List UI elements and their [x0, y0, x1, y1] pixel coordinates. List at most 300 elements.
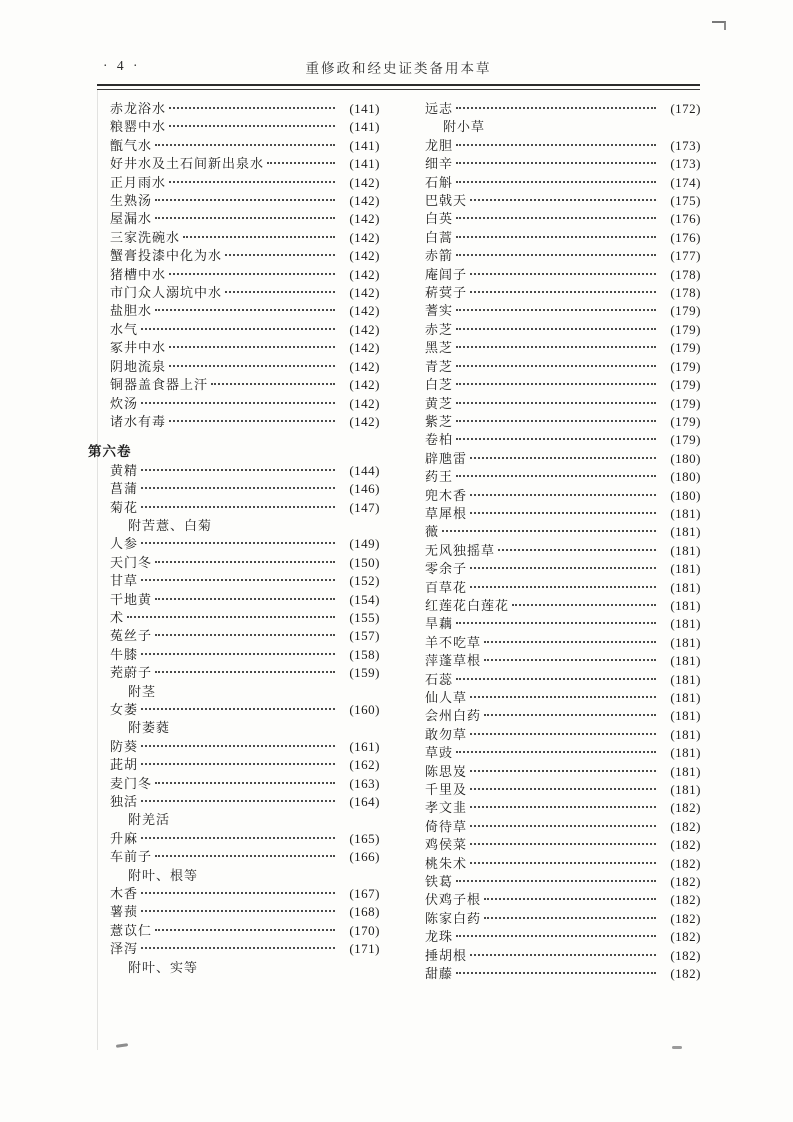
toc-entry [88, 756, 380, 774]
entry-page-number: (142) [349, 266, 380, 282]
entry-title: 木香 [110, 886, 139, 902]
entry-title: 草犀根 [425, 505, 468, 521]
toc-entry [413, 652, 701, 670]
toc-entry [413, 689, 701, 707]
entry-page-number: (182) [670, 874, 701, 890]
dot-leader [456, 420, 656, 422]
entry-page-number: (162) [349, 757, 380, 773]
dot-leader [442, 530, 656, 532]
entry-title: 附叶、根等 [128, 867, 199, 883]
dot-leader [484, 641, 656, 643]
toc-entry [413, 910, 701, 928]
entry-title: 粮罂中水 [110, 119, 167, 135]
toc-entry [88, 922, 380, 940]
entry-page-number: (168) [349, 904, 380, 920]
toc-entry [88, 376, 380, 394]
toc-entry [88, 413, 380, 431]
toc-attachment-note [413, 118, 701, 136]
entry-title: 旱藕 [425, 616, 454, 632]
entry-title: 附萎蕤 [128, 720, 171, 736]
entry-title: 萍蓬草根 [425, 653, 482, 669]
dot-leader [470, 457, 656, 459]
toc-entry [88, 339, 380, 357]
toc-entry [413, 487, 701, 505]
dot-leader [169, 365, 335, 367]
dot-leader [484, 659, 656, 661]
toc-entry [413, 229, 701, 247]
entry-title: 三家洗碗水 [110, 229, 181, 245]
entry-page-number: (164) [349, 794, 380, 810]
entry-page-number: (182) [670, 929, 701, 945]
entry-title: 防葵 [110, 738, 139, 754]
toc-entry [88, 395, 380, 413]
entry-page-number: (181) [670, 782, 701, 798]
toc-entry [88, 480, 380, 498]
dot-leader [169, 346, 335, 348]
toc-entry [88, 118, 380, 136]
toc-entry [413, 836, 701, 854]
toc-entry [413, 192, 701, 210]
toc-entry [88, 229, 380, 247]
toc-entry [413, 891, 701, 909]
dot-leader [456, 678, 656, 680]
entry-page-number: (167) [349, 886, 380, 902]
entry-page-number: (180) [670, 450, 701, 466]
toc-entry [413, 615, 701, 633]
entry-title: 薏苡仁 [110, 922, 153, 938]
scan-mark-bottom-left [116, 1043, 128, 1048]
entry-page-number: (173) [670, 156, 701, 172]
entry-page-number: (141) [349, 137, 380, 153]
dot-leader [141, 910, 335, 912]
entry-title: 铁葛 [425, 874, 454, 890]
entry-page-number: (146) [349, 481, 380, 497]
toc-entry [413, 376, 701, 394]
toc-entry [413, 947, 701, 965]
scan-mark-bottom-right [672, 1046, 682, 1049]
entry-page-number: (181) [670, 653, 701, 669]
toc-entry [88, 940, 380, 958]
entry-title: 紫芝 [425, 413, 454, 429]
toc-entry [88, 664, 380, 682]
entry-page-number: (182) [670, 892, 701, 908]
entry-title: 升麻 [110, 830, 139, 846]
dot-leader [155, 309, 335, 311]
dot-leader [456, 751, 656, 753]
toc-entry [88, 247, 380, 265]
toc-entry [413, 505, 701, 523]
dot-leader [456, 217, 656, 219]
entry-page-number: (182) [670, 947, 701, 963]
toc-entry [413, 302, 701, 320]
dot-leader [155, 782, 335, 784]
entry-page-number: (181) [670, 726, 701, 742]
entry-page-number: (142) [349, 303, 380, 319]
dot-leader [456, 880, 656, 882]
page-number: · 4 · [103, 58, 141, 73]
entry-title: 伏鸡子根 [425, 892, 482, 908]
toc-entry [88, 535, 380, 553]
entry-page-number: (176) [670, 229, 701, 245]
entry-title: 独活 [110, 794, 139, 810]
dot-leader [155, 929, 335, 931]
entry-page-number: (181) [670, 542, 701, 558]
entry-page-number: (181) [670, 634, 701, 650]
dot-leader [456, 254, 656, 256]
toc-right-column [413, 100, 701, 984]
entry-title: 千里及 [425, 782, 468, 798]
toc-entry [88, 775, 380, 793]
entry-title: 羊不吃草 [425, 634, 482, 650]
entry-title: 无风独摇草 [425, 542, 496, 558]
toc-entry [413, 174, 701, 192]
entry-page-number: (174) [670, 174, 701, 190]
dot-leader [141, 402, 335, 404]
dot-leader [484, 917, 656, 919]
dot-leader [470, 586, 656, 588]
entry-page-number: (170) [349, 922, 380, 938]
entry-page-number: (142) [349, 340, 380, 356]
entry-title: 巴戟天 [425, 193, 468, 209]
volume-heading-text: 第六卷 [88, 444, 132, 460]
toc-entry [413, 799, 701, 817]
entry-title: 孝文韭 [425, 800, 468, 816]
entry-title: 鸡侯菜 [425, 837, 468, 853]
entry-page-number: (179) [670, 303, 701, 319]
toc-entry [413, 450, 701, 468]
dot-leader [470, 954, 656, 956]
entry-title: 黄精 [110, 462, 139, 478]
dot-leader [456, 438, 656, 440]
toc-entry [88, 137, 380, 155]
dot-leader [169, 273, 335, 275]
dot-leader [512, 604, 656, 606]
entry-title: 兜木香 [425, 487, 468, 503]
entry-title: 桃朱术 [425, 855, 468, 871]
toc-entry [88, 462, 380, 480]
entry-title: 诸水有毒 [110, 413, 167, 429]
dot-leader [470, 273, 656, 275]
toc-attachment-note [88, 517, 380, 535]
dot-leader [155, 561, 335, 563]
entry-title: 蓍实 [425, 303, 454, 319]
entry-title: 零余子 [425, 561, 468, 577]
entry-page-number: (144) [349, 462, 380, 478]
entry-title: 捶胡根 [425, 947, 468, 963]
entry-title: 仙人草 [425, 690, 468, 705]
entry-page-number: (157) [349, 628, 380, 644]
toc-entry [88, 646, 380, 664]
entry-page-number: (150) [349, 554, 380, 570]
entry-title: 茺蔚子 [110, 665, 153, 681]
dot-leader [470, 567, 656, 569]
dot-leader [470, 199, 656, 201]
dot-leader [470, 696, 656, 698]
dot-leader [456, 402, 656, 404]
entry-title: 好井水及土石间新出泉水 [110, 156, 265, 172]
dot-leader [470, 788, 656, 790]
entry-page-number: (182) [670, 910, 701, 926]
toc-entry [88, 284, 380, 302]
toc-entry [88, 591, 380, 609]
running-head [97, 57, 700, 79]
entry-page-number: (142) [349, 413, 380, 429]
toc-entry [88, 903, 380, 921]
dot-leader [456, 328, 656, 330]
toc-entry [413, 560, 701, 578]
entry-page-number: (178) [670, 285, 701, 301]
dot-leader [470, 512, 656, 514]
entry-title: 附茎 [128, 683, 157, 699]
toc-entry [413, 744, 701, 762]
toc-left-column [88, 100, 380, 977]
dot-leader [141, 708, 335, 710]
toc-entry [88, 830, 380, 848]
entry-page-number: (179) [670, 377, 701, 393]
entry-page-number: (160) [349, 702, 380, 717]
dot-leader [155, 217, 335, 219]
toc-entry [413, 634, 701, 652]
entry-page-number: (179) [670, 321, 701, 337]
entry-title: 赤箭 [425, 248, 454, 264]
toc-entry [88, 627, 380, 645]
entry-title: 甑气水 [110, 137, 153, 153]
entry-page-number: (172) [670, 101, 701, 116]
toc-entry [88, 885, 380, 903]
entry-page-number: (181) [670, 597, 701, 613]
toc-entry [413, 321, 701, 339]
entry-title: 泽泻 [110, 941, 139, 957]
dot-leader [141, 579, 335, 581]
toc-attachment-note [88, 683, 380, 701]
toc-entry [88, 266, 380, 284]
dot-leader [456, 309, 656, 311]
dot-leader [141, 947, 335, 949]
entry-title: 术 [110, 609, 125, 625]
entry-title: 倚待草 [425, 818, 468, 834]
toc-entry [413, 763, 701, 781]
entry-title: 附叶、实等 [128, 959, 199, 975]
entry-title: 附羌活 [128, 812, 171, 828]
entry-title: 阴地流泉 [110, 358, 167, 374]
toc-entry [413, 155, 701, 173]
toc-entry [88, 210, 380, 228]
dot-leader [456, 383, 656, 385]
entry-title: 庵闾子 [425, 266, 468, 282]
book-title: 重修政和经史证类备用本草 [305, 61, 492, 76]
entry-title: 草豉 [425, 745, 454, 761]
toc-entry [413, 781, 701, 799]
entry-title: 细辛 [425, 156, 454, 172]
entry-page-number: (181) [670, 671, 701, 687]
toc-entry [413, 100, 701, 118]
entry-title: 赤龙浴水 [110, 101, 167, 116]
entry-page-number: (178) [670, 266, 701, 282]
entry-title: 盐胆水 [110, 303, 153, 319]
entry-title: 车前子 [110, 849, 153, 865]
dot-leader [456, 107, 656, 109]
toc-entry [413, 266, 701, 284]
entry-title: 菊花 [110, 499, 139, 515]
entry-page-number: (181) [670, 763, 701, 779]
entry-page-number: (179) [670, 340, 701, 356]
toc-entry [88, 358, 380, 376]
dot-leader [211, 383, 335, 385]
entry-title: 卷柏 [425, 432, 454, 448]
entry-page-number: (181) [670, 690, 701, 705]
dot-leader [470, 806, 656, 808]
toc-entry [413, 284, 701, 302]
entry-title: 会州白药 [425, 708, 482, 724]
entry-title: 冢井中水 [110, 340, 167, 356]
entry-page-number: (182) [670, 800, 701, 816]
entry-page-number: (141) [349, 156, 380, 172]
entry-page-number: (180) [670, 487, 701, 503]
dot-leader [141, 653, 335, 655]
toc-entry [413, 542, 701, 560]
entry-title: 甜藤 [425, 966, 454, 982]
dot-leader [141, 487, 335, 489]
dot-leader [470, 291, 656, 293]
toc-entry [413, 523, 701, 541]
dot-leader [225, 254, 335, 256]
entry-title: 炊汤 [110, 395, 139, 411]
entry-title: 蟹膏投漆中化为水 [110, 248, 223, 264]
entry-title: 人参 [110, 536, 139, 552]
entry-title: 甘草 [110, 573, 139, 589]
entry-title: 龙胆 [425, 137, 454, 153]
entry-title: 红莲花白莲花 [425, 597, 510, 613]
toc-entry [88, 701, 380, 719]
dot-leader [141, 745, 335, 747]
dot-leader [141, 469, 335, 471]
dot-leader [267, 162, 335, 164]
dot-leader [169, 420, 335, 422]
entry-title: 水气 [110, 321, 139, 337]
toc-entry [413, 707, 701, 725]
entry-page-number: (181) [670, 616, 701, 632]
entry-title: 干地黄 [110, 591, 153, 607]
entry-page-number: (179) [670, 395, 701, 411]
entry-page-number: (142) [349, 229, 380, 245]
dot-leader [456, 365, 656, 367]
dot-leader [141, 542, 335, 544]
entry-title: 石斛 [425, 174, 454, 190]
dot-leader [155, 671, 335, 673]
entry-page-number: (181) [670, 561, 701, 577]
dot-leader [470, 494, 656, 496]
entry-title: 白芝 [425, 377, 454, 393]
entry-title: 猪槽中水 [110, 266, 167, 282]
entry-page-number: (163) [349, 775, 380, 791]
entry-title: 屋漏水 [110, 211, 153, 227]
entry-page-number: (179) [670, 413, 701, 429]
dot-leader [456, 972, 656, 974]
toc-entry [413, 137, 701, 155]
entry-page-number: (152) [349, 573, 380, 589]
entry-title: 附小草 [443, 119, 486, 135]
entry-page-number: (175) [670, 193, 701, 209]
entry-page-number: (179) [670, 358, 701, 374]
toc-entry [413, 339, 701, 357]
toc-entry [88, 302, 380, 320]
entry-title: 药王 [425, 469, 454, 485]
entry-title: 百草花 [425, 579, 468, 595]
dot-leader [456, 162, 656, 164]
toc-entry [88, 174, 380, 192]
toc-entry [413, 597, 701, 615]
toc-entry [413, 928, 701, 946]
toc-entry [413, 413, 701, 431]
entry-title: 白蒿 [425, 229, 454, 245]
toc-attachment-note [88, 811, 380, 829]
entry-title: 菟丝子 [110, 628, 153, 644]
dot-leader [456, 475, 656, 477]
entry-title: 正月雨水 [110, 174, 167, 190]
entry-title: 薇 [425, 524, 440, 540]
entry-title: 黄芝 [425, 395, 454, 411]
dot-leader [484, 714, 656, 716]
dot-leader [484, 898, 656, 900]
dot-leader [456, 346, 656, 348]
toc-entry [88, 572, 380, 590]
dot-leader [155, 598, 335, 600]
dot-leader [470, 733, 656, 735]
toc-entry [88, 321, 380, 339]
dot-leader [155, 199, 335, 201]
dot-leader [155, 855, 335, 857]
entry-page-number: (161) [349, 738, 380, 754]
header-double-rule [97, 84, 700, 90]
entry-page-number: (149) [349, 536, 380, 552]
entry-title: 赤芝 [425, 321, 454, 337]
entry-page-number: (182) [670, 855, 701, 871]
toc-entry [413, 210, 701, 228]
toc-attachment-note [88, 719, 380, 737]
entry-title: 白英 [425, 211, 454, 227]
dot-leader [470, 770, 656, 772]
entry-title: 薯蓣 [110, 904, 139, 920]
dot-leader [141, 800, 335, 802]
toc-entry [413, 468, 701, 486]
toc-entry [88, 848, 380, 866]
entry-page-number: (141) [349, 119, 380, 135]
toc-entry [413, 671, 701, 689]
dot-leader [225, 291, 335, 293]
entry-page-number: (177) [670, 248, 701, 264]
entry-title: 陈思岌 [425, 763, 468, 779]
dot-leader [456, 144, 656, 146]
dot-leader [155, 634, 335, 636]
entry-page-number: (182) [670, 818, 701, 834]
toc-entry [88, 609, 380, 627]
dot-leader [141, 328, 335, 330]
entry-page-number: (179) [670, 432, 701, 448]
entry-page-number: (165) [349, 830, 380, 846]
dot-leader [169, 107, 335, 109]
dot-leader [169, 125, 335, 127]
entry-page-number: (171) [349, 941, 380, 957]
toc-entry [413, 855, 701, 873]
dot-leader [456, 236, 656, 238]
entry-page-number: (142) [349, 211, 380, 227]
dot-leader [470, 862, 656, 864]
entry-page-number: (181) [670, 708, 701, 724]
entry-page-number: (166) [349, 849, 380, 865]
entry-page-number: (181) [670, 745, 701, 761]
entry-title: 市门众人溺坑中水 [110, 285, 223, 301]
entry-title: 天门冬 [110, 554, 153, 570]
